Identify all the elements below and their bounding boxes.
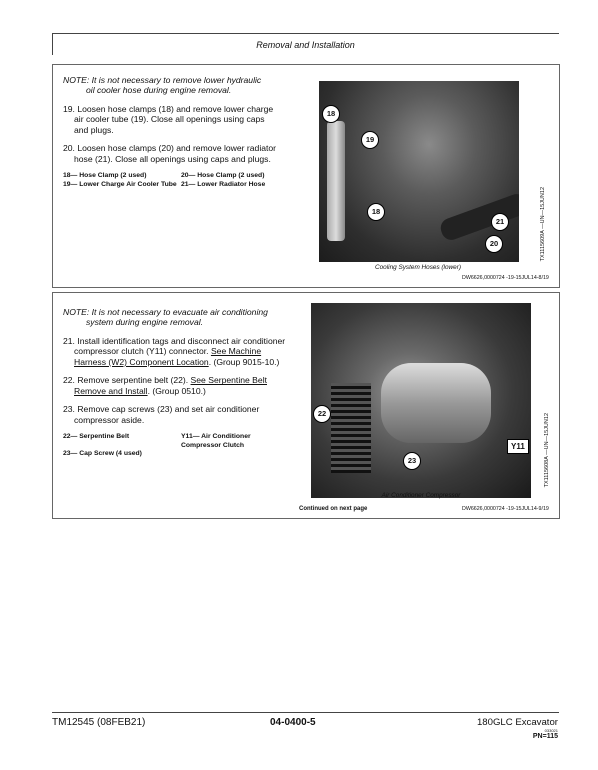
- callout-23: 23: [403, 452, 421, 470]
- belt-shape: [331, 383, 371, 473]
- step-23: [63, 404, 313, 425]
- label-y11: Y11: [507, 439, 529, 454]
- step-line: 19. Loosen hose clamps (18) and remove lower charge: [63, 103, 274, 114]
- reference-code: DW6626,0000724 -19-15JUL14-8/19: [462, 275, 549, 281]
- machine-harness-link-cont[interactable]: Harness (W2) Component Location: [74, 356, 209, 367]
- page-pn: PN=115: [532, 733, 558, 740]
- page-header-title: Removal and Installation: [256, 40, 355, 50]
- step-line: and plugs.: [74, 124, 114, 135]
- step-line: air cooler tube (19). Close all openings using caps: [74, 114, 265, 125]
- step-line: [63, 346, 313, 356]
- legend-item: 20— Hose Clamp (2 used): [181, 172, 265, 180]
- step-22: [63, 375, 313, 396]
- legend-item: 21— Lower Radiator Hose: [181, 180, 266, 188]
- model-name: 180GLC Excavator: [476, 717, 558, 728]
- footer-code: 033021: [544, 728, 558, 733]
- ac-compressor-photo: [311, 303, 531, 498]
- legend-item: 19— Lower Charge Air Cooler Tube: [63, 180, 177, 188]
- step-line: [63, 357, 313, 367]
- note: [63, 307, 313, 328]
- photo-caption: Air Conditioner Compressor: [381, 492, 461, 499]
- step-19: [63, 104, 313, 135]
- compressor-shape: [381, 363, 491, 443]
- note: [63, 75, 313, 96]
- step-21: [63, 336, 313, 367]
- step-text: . (Group 0510.): [147, 385, 206, 396]
- callout-21: 21: [491, 213, 509, 231]
- step-20: [63, 143, 313, 164]
- parts-legend: [63, 172, 313, 189]
- step-line: 21. Install identification tags and disconnect air conditioner: [63, 335, 286, 346]
- reference-code: DW6626,0000724 -19-15JUL14-9/19: [462, 506, 549, 512]
- step-line: 23. Remove cap screws (23) and set air conditioner: [63, 404, 260, 415]
- header-rule: [52, 33, 559, 34]
- document-id: TM12545 (08FEB21): [52, 717, 146, 728]
- photo-caption: Cooling System Hoses (lower): [375, 264, 461, 271]
- continued-note: Continued on next page: [299, 506, 368, 512]
- serpentine-belt-link-cont[interactable]: Remove and Install: [74, 385, 148, 396]
- callout-19: 19: [361, 131, 379, 149]
- figure-id: TX1115608A —UN—15JUN12: [544, 413, 550, 488]
- serpentine-belt-link[interactable]: See Serpentine Belt: [190, 375, 267, 386]
- legend-item: Y11— Air Conditioner Compressor Clutch: [181, 433, 251, 449]
- callout-20: 20: [485, 235, 503, 253]
- cooling-hoses-photo: [319, 81, 519, 262]
- callout-22: 22: [313, 405, 331, 423]
- section-ac-compressor: [52, 292, 560, 519]
- step-text: . (Group 9015-10.): [208, 356, 280, 367]
- step-text: compressor clutch (Y11) connector.: [74, 346, 209, 357]
- machine-harness-link[interactable]: See Machine: [210, 346, 262, 357]
- step-line: [63, 386, 313, 396]
- section-cooling-hoses: [52, 64, 560, 288]
- footer-rule: [52, 712, 559, 713]
- step-line: compressor aside.: [74, 414, 145, 425]
- charge-air-tube-shape: [327, 121, 345, 241]
- instructions-column: [63, 75, 313, 189]
- note-line: NOTE: It is not necessary to evacuate air conditioning: [63, 307, 268, 317]
- step-line: [63, 375, 267, 385]
- step-line: hose (21). Close all openings using caps and plugs.: [74, 153, 271, 164]
- callout-18-bottom: 18: [367, 203, 385, 221]
- note-line: oil cooler hose during engine removal.: [86, 85, 232, 96]
- callout-18-top: 18: [322, 105, 340, 123]
- instructions-column: [63, 307, 313, 459]
- figure-id: TX1115609A —UN—15JUN12: [540, 187, 546, 262]
- page-number: 04-0400-5: [270, 717, 316, 728]
- note-line: system during engine removal.: [86, 317, 204, 328]
- legend-item: [181, 450, 271, 458]
- legend-item: 23— Cap Screw (4 used): [63, 450, 142, 458]
- legend-item: 18— Hose Clamp (2 used): [63, 172, 147, 180]
- step-text: 22. Remove serpentine belt (22).: [63, 375, 189, 386]
- note-line: NOTE: It is not necessary to remove lower hydraulic: [63, 75, 262, 85]
- step-line: 20. Loosen hose clamps (20) and remove lower radiator: [63, 143, 277, 154]
- legend-item: 22— Serpentine Belt: [63, 433, 130, 441]
- parts-legend: [63, 433, 313, 458]
